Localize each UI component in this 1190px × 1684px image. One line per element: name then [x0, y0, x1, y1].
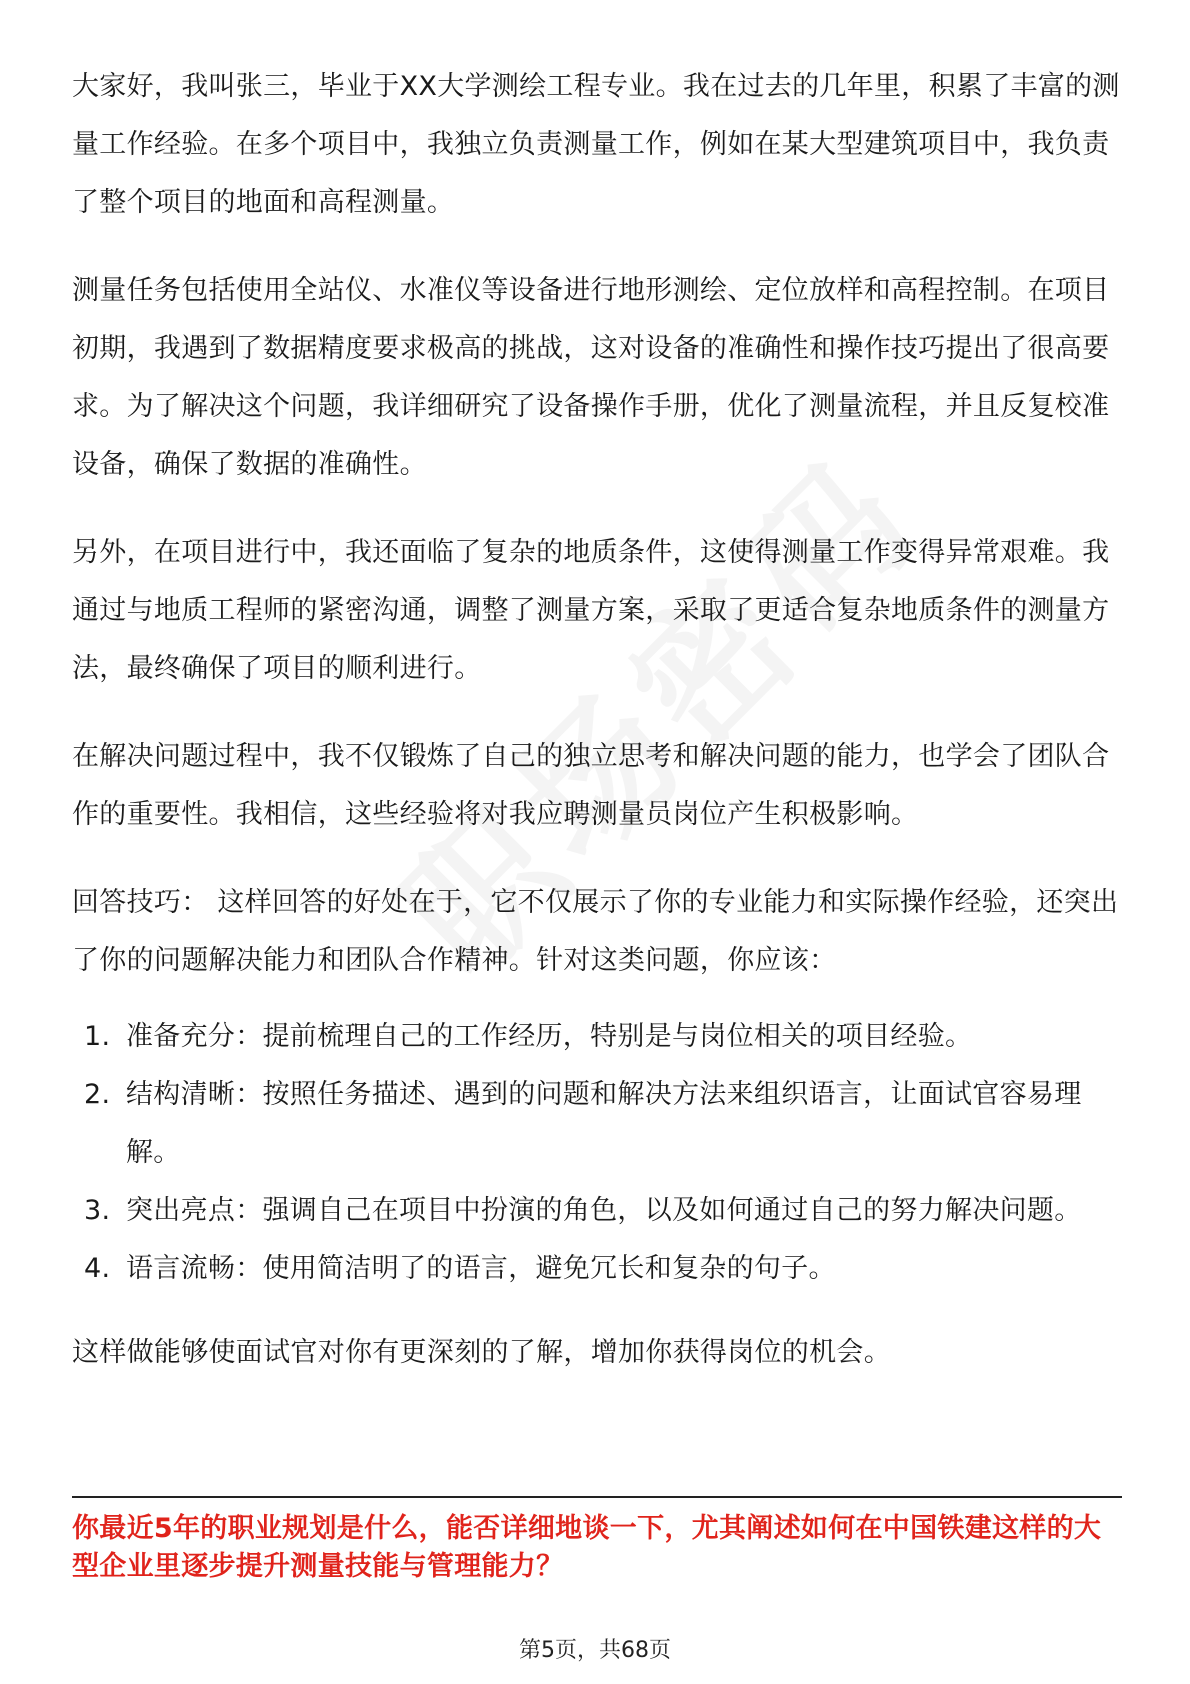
- list-item-text: 准备充分：提前梳理自己的工作经历，特别是与岗位相关的项目经验。: [126, 1021, 973, 1052]
- tips-list: [72, 1008, 1122, 1298]
- list-item-number: 2.: [84, 1079, 111, 1110]
- paragraph-reflection: 在解决问题过程中，我不仅锻炼了自己的独立思考和解决问题的能力，也学会了团队合作的重要性。我相信，这些经验将对我应聘测量员岗位产生积极影响。: [72, 741, 1110, 830]
- list-item: [72, 1008, 1122, 1066]
- list-item-number: 3.: [84, 1195, 111, 1226]
- list-item-text: 结构清晰：按照任务描述、遇到的问题和解决方法来组织语言，让面试官容易理解。: [126, 1079, 1082, 1168]
- paragraph-task: 测量任务包括使用全站仪、水准仪等设备进行地形测绘、定位放样和高程控制。在项目初期，我遇到了数据精度要求极高的挑战，这对设备的准确性和操作技巧提出了很高要求。为了解决这个问题，我详细研究了设备操作手册，优化了测量流程，并且反复校准设备，确保了数据的准确性。: [72, 275, 1110, 480]
- section-divider: [72, 1496, 1122, 1498]
- next-question-heading: 你最近5年的职业规划是什么，能否详细地谈一下，尤其阐述如何在中国铁建这样的大型企业里逐步提升测量技能与管理能力？: [72, 1513, 1102, 1582]
- paragraph-closing: 这样做能够使面试官对你有更深刻的了解，增加你获得岗位的机会。: [72, 1337, 891, 1368]
- paragraph-tips-intro: 回答技巧： 这样回答的好处在于，它不仅展示了你的专业能力和实际操作经验，还突出了你的问题解决能力和团队合作精神。针对这类问题，你应该：: [72, 887, 1119, 976]
- list-item: [72, 1240, 1122, 1298]
- document-body: [72, 58, 1122, 1412]
- list-item-text: 语言流畅：使用简洁明了的语言，避免冗长和复杂的句子。: [126, 1253, 836, 1284]
- list-item: [72, 1182, 1122, 1240]
- paragraph-intro: 大家好，我叫张三，毕业于XX大学测绘工程专业。我在过去的几年里，积累了丰富的测量工作经验。在多个项目中，我独立负责测量工作，例如在某大型建筑项目中，我负责了整个项目的地面和高程测量。: [72, 71, 1120, 218]
- list-item-number: 1.: [84, 1021, 111, 1052]
- paragraph-challenge: 另外，在项目进行中，我还面临了复杂的地质条件，这使得测量工作变得异常艰难。我通过与地质工程师的紧密沟通，调整了测量方案，采取了更适合复杂地质条件的测量方法，最终确保了项目的顺利进行。: [72, 537, 1110, 684]
- list-item-number: 4.: [84, 1253, 111, 1284]
- list-item: [72, 1066, 1122, 1182]
- list-item-text: 突出亮点：强调自己在项目中扮演的角色，以及如何通过自己的努力解决问题。: [126, 1195, 1082, 1226]
- page-footer: 第5页，共68页: [519, 1638, 671, 1663]
